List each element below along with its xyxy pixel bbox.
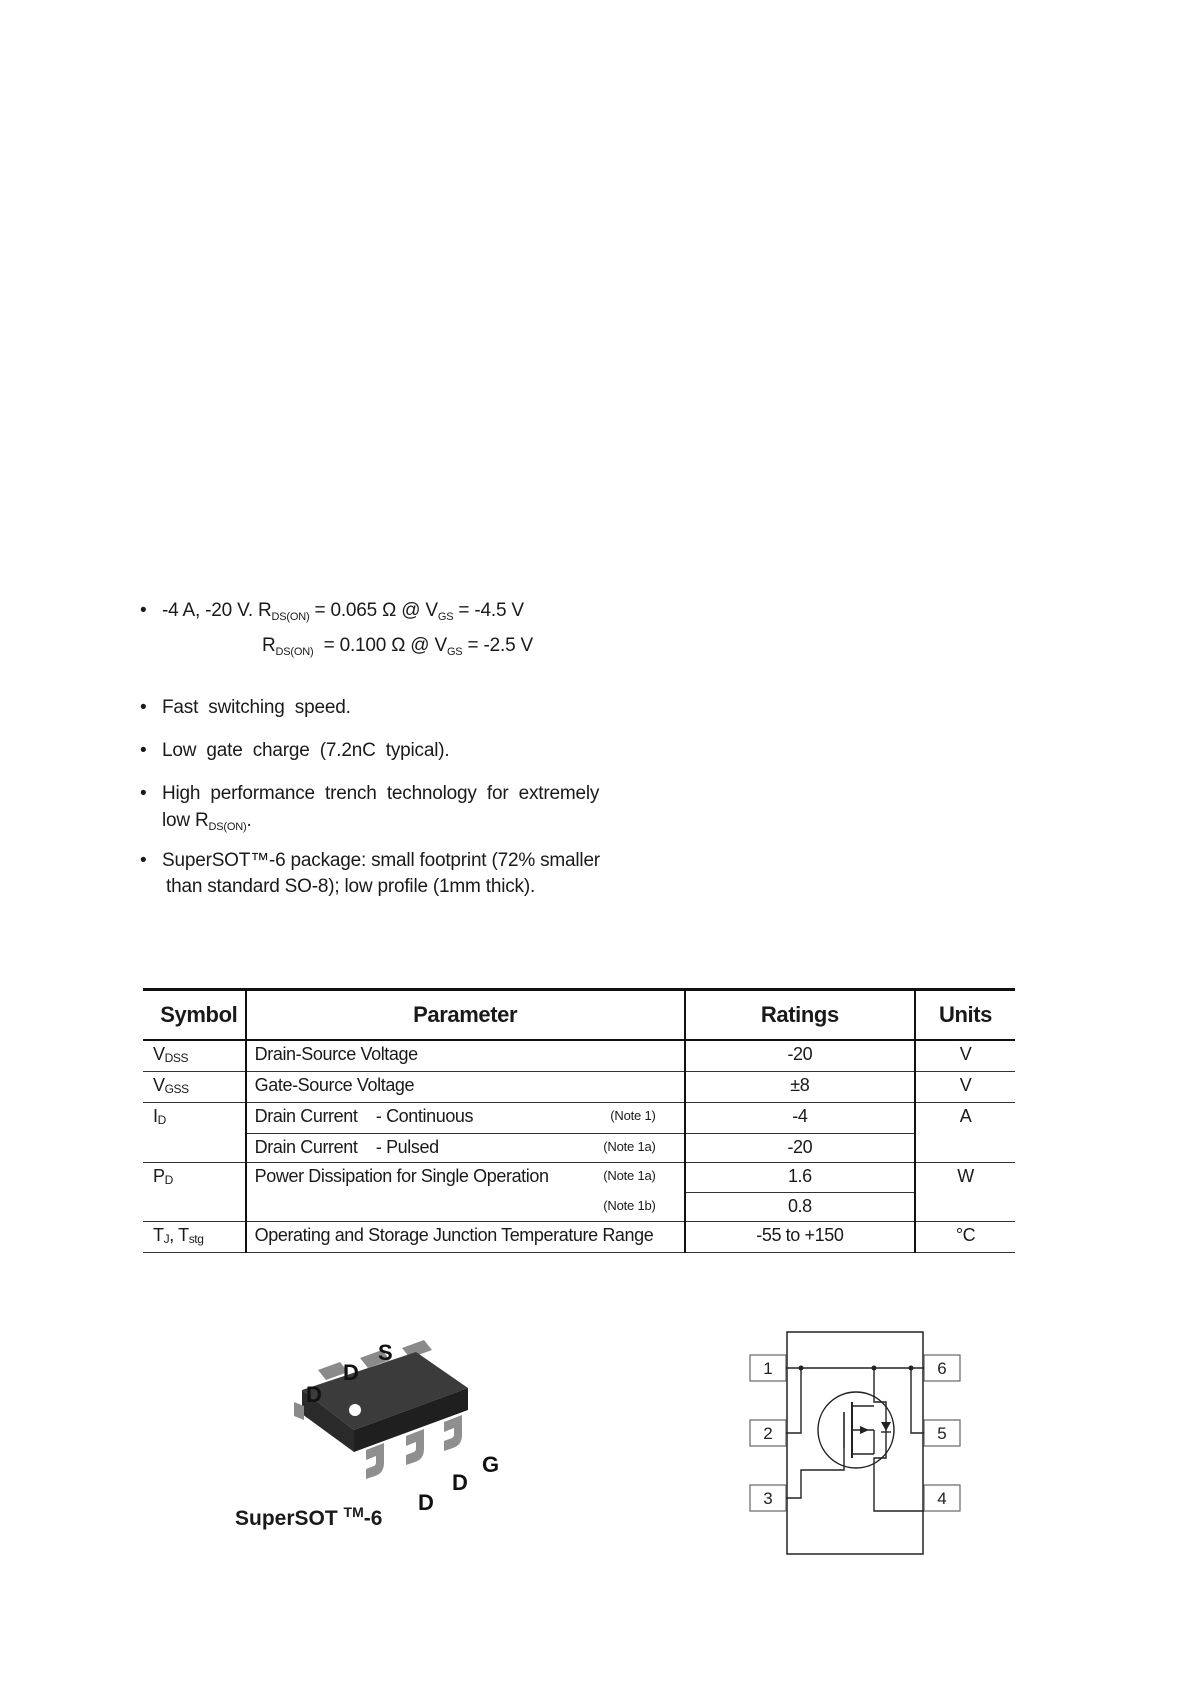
bullet-icon: • [140, 850, 147, 871]
pin-number: 1 [763, 1359, 773, 1378]
cell-rating: -4 [685, 1103, 915, 1134]
header-symbol: Symbol [143, 990, 246, 1041]
table-row [143, 1040, 1015, 1072]
cell-unit: V [915, 1072, 1015, 1103]
cell-unit: A [915, 1103, 1015, 1134]
table-row [143, 1162, 1015, 1193]
pin-number: 5 [937, 1424, 947, 1443]
table-row [143, 1103, 1015, 1134]
note-ref: (Note 1) [610, 1108, 656, 1123]
mosfet-drain-source-trace [874, 1368, 924, 1511]
bullet-icon: • [140, 740, 147, 761]
pin-number: 6 [937, 1359, 947, 1378]
subscript: DS(ON) [275, 646, 314, 658]
body-diode-icon [881, 1422, 891, 1431]
gate-trace [786, 1448, 844, 1498]
pin-number: 4 [937, 1489, 947, 1508]
pin-front-1 [366, 1443, 384, 1479]
cell-parameter: Drain Current - Continuous (Note 1) [246, 1103, 685, 1134]
cell-symbol: $I_D$ [153, 1106, 166, 1127]
table-header-row [143, 990, 1015, 1041]
feature-text: -4 A, -20 V. R [162, 600, 272, 621]
feature-text: R [262, 635, 276, 656]
mosfet-arrow-icon [860, 1426, 869, 1434]
subscript: GS [437, 611, 454, 623]
cell-rating: -20 [685, 1040, 915, 1072]
table-row [143, 1133, 1015, 1162]
cell-rating: 1.6 [685, 1162, 915, 1193]
header-ratings: Ratings [685, 990, 915, 1041]
header-units: Units [915, 990, 1015, 1041]
table-row [143, 1072, 1015, 1103]
bullet-icon: • [140, 697, 147, 718]
note-ref: (Note 1a) [603, 1138, 656, 1154]
table-row [143, 1222, 1015, 1253]
pin1-marker-dot [349, 1404, 361, 1416]
cell-unit: W [915, 1162, 1015, 1193]
note-ref: (Note 1a) [603, 1167, 656, 1183]
pin-label: D [452, 1470, 468, 1495]
pinout-schematic [748, 1330, 978, 1560]
pin5-trace [911, 1368, 924, 1433]
feature-text: = 0.065 Ω @ V [309, 600, 438, 621]
package-drawing [230, 1330, 530, 1560]
cell-parameter: Power Dissipation for Single Operation (Note 1a) [246, 1162, 685, 1193]
header-parameter: Parameter [246, 990, 685, 1041]
cell-symbol: $T_J$, $T_{stg}$ [143, 1222, 246, 1253]
package-outline [787, 1332, 923, 1554]
bullet-icon: • [140, 783, 147, 804]
feature-text: = -2.5 V [462, 635, 533, 656]
pin-label: S [378, 1340, 393, 1365]
pin-label: D [343, 1360, 359, 1385]
feature-text: Low gate charge (7.2nC typical). [162, 740, 450, 761]
feature-text: = -4.5 V [453, 600, 524, 621]
feature-text: Fast switching speed. [162, 697, 351, 718]
pin-front-2 [406, 1429, 424, 1465]
feature-text: High performance trench technology for extremely [162, 783, 600, 804]
subscript: GS [446, 646, 463, 658]
pin-label: G [482, 1452, 500, 1477]
cell-parameter: Operating and Storage Junction Temperature Range [246, 1222, 685, 1253]
cell-symbol [143, 1133, 246, 1162]
feature-text: SuperSOT™-6 package: small footprint (72% smaller [162, 850, 600, 871]
subscript: DS(ON) [271, 611, 310, 623]
cell-unit [915, 1193, 1015, 1222]
pin-front-3 [444, 1415, 462, 1451]
cell-rating: -55 to +150 [685, 1222, 915, 1253]
cell-rating: ±8 [685, 1072, 915, 1103]
package-name: SuperSOT ™-6 [235, 1504, 383, 1530]
cell-symbol: $V_{DSS}$ [143, 1040, 246, 1072]
feature-text: . [246, 810, 252, 831]
pin-number: 3 [763, 1489, 773, 1508]
feature-text: = 0.100 Ω @ V [313, 635, 447, 656]
cell-parameter: Drain Current - Pulsed (Note 1a) [246, 1133, 685, 1162]
absolute-max-ratings-table [143, 988, 1015, 1253]
cell-unit [915, 1133, 1015, 1162]
cell-parameter: Drain-Source Voltage [246, 1040, 685, 1072]
pin-label: D [306, 1382, 322, 1407]
cell-symbol: $P_D$ [153, 1165, 173, 1187]
pin-label: D [418, 1490, 434, 1515]
pin2-trace [786, 1368, 801, 1433]
pin-number: 2 [763, 1424, 773, 1443]
table-row [143, 1193, 1015, 1222]
note-ref: (Note 1b) [603, 1197, 656, 1213]
cell-rating: 0.8 [685, 1193, 915, 1222]
schematic-diagram [748, 1330, 978, 1560]
feature-text: than standard SO-8); low profile (1mm thick). [166, 876, 536, 897]
bullet-icon: • [140, 600, 147, 621]
feature-text: low R [162, 810, 209, 831]
cell-parameter [246, 1193, 685, 1222]
cell-symbol: $V_{GSS}$ [143, 1072, 246, 1103]
cell-symbol [143, 1193, 246, 1222]
cell-parameter: Gate-Source Voltage [246, 1072, 685, 1103]
subscript: DS(ON) [208, 821, 247, 833]
cell-rating: -20 [685, 1133, 915, 1162]
cell-unit: V [915, 1040, 1015, 1072]
cell-unit: °C [915, 1222, 1015, 1253]
